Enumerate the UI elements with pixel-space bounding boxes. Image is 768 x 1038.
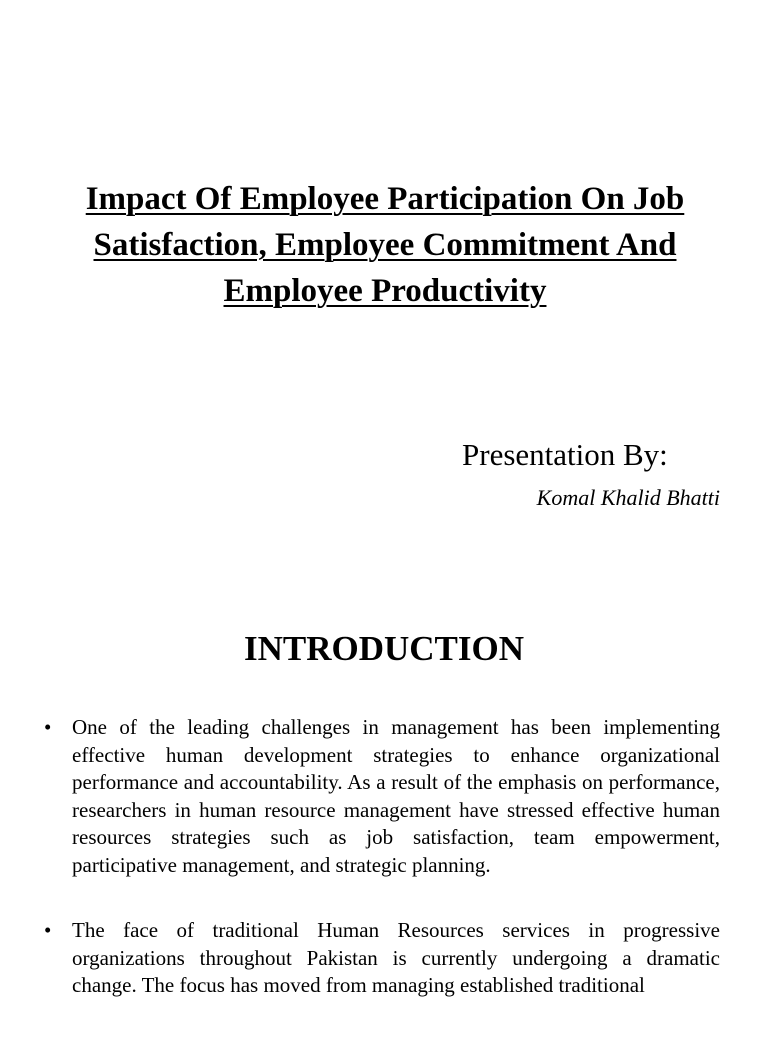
presenter-name: Komal Khalid Bhatti (536, 485, 720, 510)
presentation-title: Impact Of Employee Participation On Job Satisfaction, Employee Commitment And Employee Productivity (85, 181, 685, 309)
bullet-icon: • (44, 715, 52, 739)
list-item (44, 714, 720, 879)
list-item (44, 917, 720, 1000)
introduction-heading: INTRODUCTION (243, 629, 525, 668)
bullet-text: One of the leading challenges in management has been implementing effective human development strategies to enhance organizational performance and accountability. As a result of the emphasis on performance, researchers in human resource management have stressed effective human resources strategies such as job satisfaction, team empowerment, participative management, and strategic planning. (72, 715, 720, 877)
bullet-text: The face of traditional Human Resources services in progressive organizations throughout Pakistan is currently undergoing a dramatic change. The focus has moved from managing established traditional (72, 918, 720, 997)
presenter-label: Presentation By: (462, 437, 668, 472)
bullet-icon: • (44, 918, 52, 942)
introduction-bullet-list (0, 714, 768, 1038)
